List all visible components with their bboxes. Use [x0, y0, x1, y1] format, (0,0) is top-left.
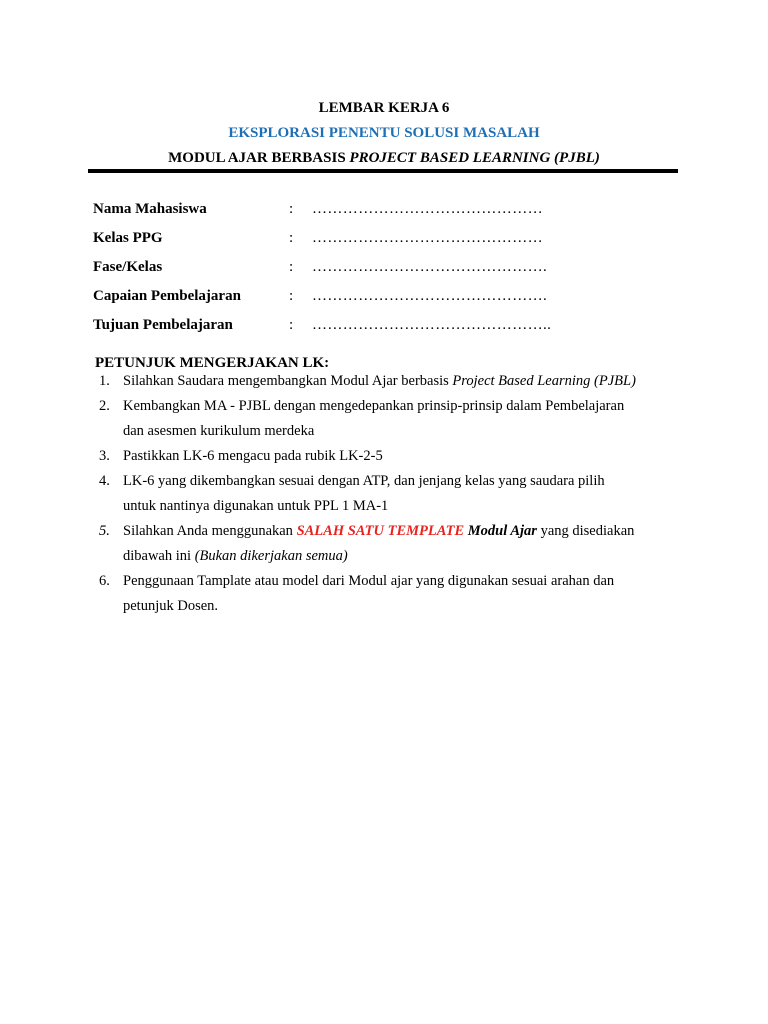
field-label: Nama Mahasiswa — [93, 201, 207, 217]
item-text-part: yang disediakan — [536, 523, 635, 539]
item-number: 6. — [99, 573, 110, 589]
field-colon: : — [289, 317, 294, 333]
field-colon: : — [289, 201, 294, 217]
item-text: Penggunaan Tamplate atau model dari Modul ajar yang digunakan sesuai arahan dan — [123, 573, 615, 589]
item-number: 5. — [99, 523, 110, 539]
field-colon: : — [289, 259, 294, 275]
item-number: 3. — [99, 448, 110, 464]
module-title — [0, 150, 768, 167]
module-title-italic: PROJECT BASED LEARNING (PJBL) — [349, 150, 600, 166]
field-label: Fase/Kelas — [93, 259, 163, 275]
field-blank: ……………………………………… — [312, 230, 543, 246]
worksheet-subtitle: EKSPLORASI PENENTU SOLUSI MASALAH — [228, 125, 540, 141]
item-text-part: Silahkan Saudara mengembangkan Modul Ajar berbasis — [123, 373, 453, 389]
header-divider — [88, 169, 678, 173]
item-text: Kembangkan MA - PJBL dengan mengedepankan prinsip-prinsip dalam Pembelajaran — [123, 398, 625, 414]
field-blank: ………………………………………. — [312, 288, 548, 304]
item-text-highlight: SALAH SATU TEMPLATE — [296, 523, 465, 539]
worksheet-title: LEMBAR KERJA 6 — [318, 100, 450, 116]
item-text-continued: dan asesmen kurikulum merdeka — [123, 423, 315, 439]
field-label: Capaian Pembelajaran — [93, 288, 241, 304]
item-text-bold-italic: Modul Ajar — [467, 523, 537, 539]
item-text-part: Silahkan Anda menggunakan — [123, 523, 297, 539]
item-text: Pastikkan LK-6 mengacu pada rubik LK-2-5 — [123, 448, 383, 464]
field-label: Tujuan Pembelajaran — [93, 317, 233, 333]
field-colon: : — [289, 230, 294, 246]
item-number: 2. — [99, 398, 110, 414]
item-text-italic: Project Based Learning (PJBL) — [452, 373, 636, 389]
instructions-heading: PETUNJUK MENGERJAKAN LK: — [95, 355, 330, 371]
module-title-prefix: MODUL AJAR BERBASIS — [168, 150, 350, 166]
item-text-italic: (Bukan dikerjakan semua) — [194, 548, 348, 564]
item-text-part: dibawah ini — [123, 548, 195, 564]
field-blank: ……………………………………….. — [312, 317, 552, 333]
item-text — [123, 519, 634, 544]
item-number: 1. — [99, 373, 110, 389]
item-text: LK-6 yang dikembangkan sesuai dengan ATP, dan jenjang kelas yang saudara pilih — [123, 473, 605, 489]
item-number: 4. — [99, 473, 110, 489]
field-colon: : — [289, 288, 294, 304]
field-label: Kelas PPG — [93, 230, 163, 246]
field-blank: ………………………………………. — [312, 259, 548, 275]
item-text-continued — [123, 544, 348, 569]
item-text — [123, 369, 636, 394]
item-text-continued: petunjuk Dosen. — [123, 598, 219, 614]
item-text-continued: untuk nantinya digunakan untuk PPL 1 MA-1 — [123, 498, 389, 514]
field-blank: ……………………………………… — [312, 201, 543, 217]
